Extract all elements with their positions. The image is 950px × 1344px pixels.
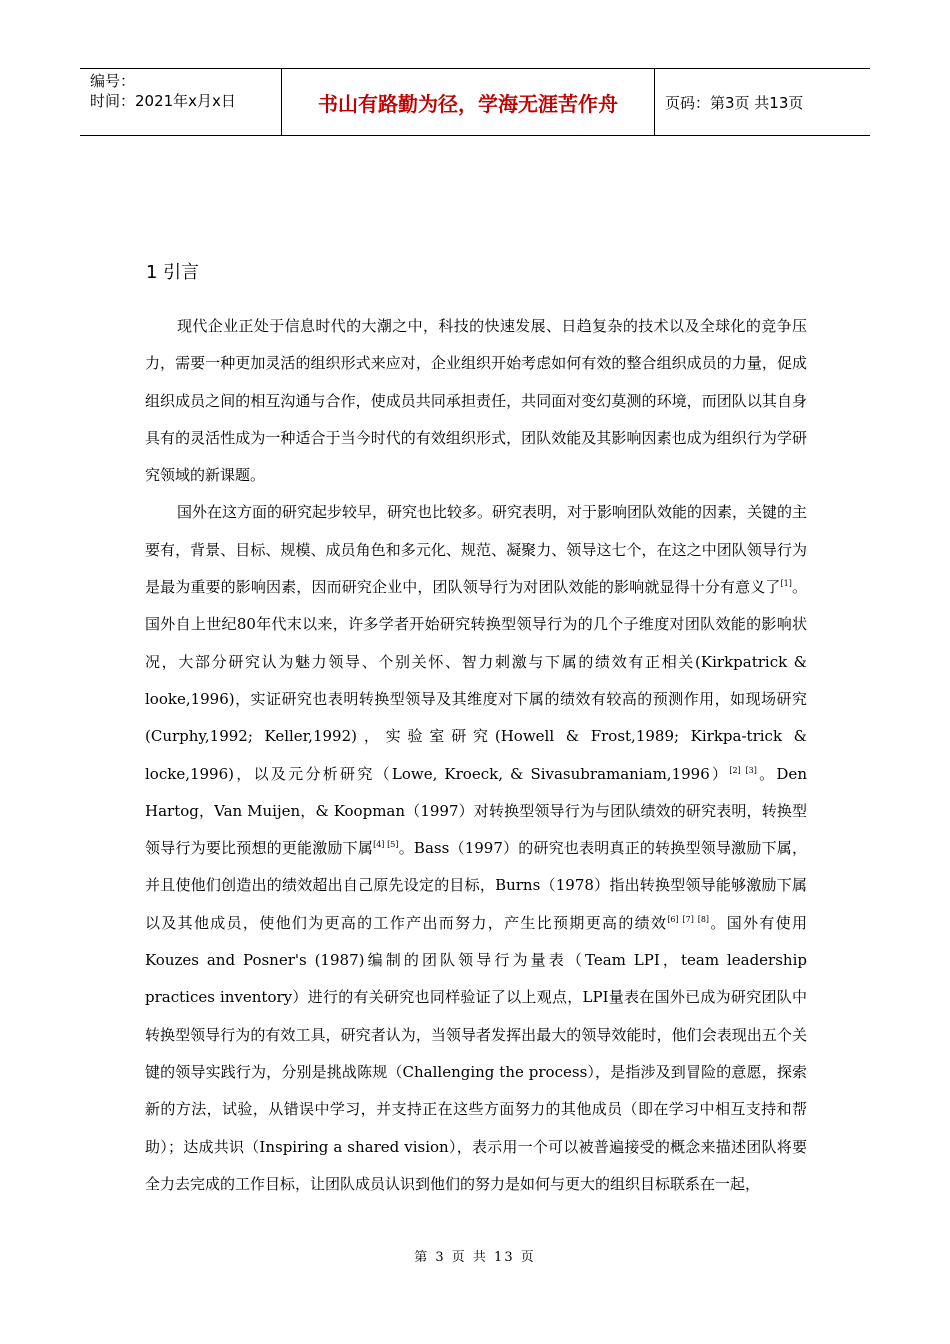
citation-ref-1: [1]	[780, 579, 792, 589]
citation-ref-6-8: [6] [7] [8]	[667, 914, 710, 924]
citation-ref-4-5: [4] [5]	[373, 840, 399, 850]
header-table	[80, 68, 870, 136]
motto-text: 书山有路勤为径，学海无涯苦作舟	[318, 91, 618, 116]
time-label: 时间：2021年x月x日	[90, 92, 236, 110]
paragraph-2-part-b: 。国外自上世纪80年代末以来，许多学者开始研究转换型领导行为的几个子维度对团队效能的影响状况，大部分研究认为魅力领导、个别关怀、智力刺激与下属的绩效有正相关(Kirkpatrick & looke,1996)，实证研究也表明转换型领导及其维度对下属的绩效有较高的预测作用，如现场研究(Curphy,1992; Keller,1992)，实验室研究(Howell & Frost,1989; Kirkpa-trick & locke,1996)，以及元分析研究（Lowe, Kroeck, & Sivasubramaniam,1996）	[145, 578, 807, 783]
paragraph-2-part-d: 。Bass（1997）的研究也表明真正的转换型领导激励下属，并且使他们创造出的绩效超出自己原先设定的目标，Burns（1978）指出转换型领导能够激励下属以及其他成员，使他们为更高的工作产出而努力，产生比预期更高的绩效	[145, 839, 807, 932]
header-page-cell	[655, 69, 870, 135]
page-footer: 第 3 页 共 13 页	[414, 1250, 536, 1265]
header-motto-cell	[282, 69, 655, 135]
body-text	[145, 308, 807, 1203]
header-meta-cell	[80, 69, 282, 135]
citation-ref-2-3: [2] [3]	[729, 765, 757, 775]
paragraph-2	[145, 494, 807, 1203]
page-info: 页码：第3页 共13页	[665, 93, 804, 112]
number-label: 编号：	[90, 72, 136, 90]
paragraph-2-part-a: 国外在这方面的研究起步较早，研究也比较多。研究表明，对于影响团队效能的因素，关键的主要有，背景、目标、规模、成员角色和多元化、规范、凝聚力、领导这七个，在这之中团队领导行为是最为重要的影响因素，因而研究企业中，团队领导行为对团队效能的影响就显得十分有意义了	[145, 503, 808, 597]
paragraph-2-part-c: 。Den Hartog，Van Muijen，& Koopman（1997）对转换型领导行为与团队绩效的研究表明，转换型领导行为要比预想的更能激励下属	[145, 764, 807, 858]
section-title: 1 引言	[146, 262, 200, 283]
paragraph-1: 现代企业正处于信息时代的大潮之中，科技的快速发展、日趋复杂的技术以及全球化的竞争压力，需要一种更加灵活的组织形式来应对，企业组织开始考虑如何有效的整合组织成员的力量，促成组织成员之间的相互沟通与合作，使成员共同承担责任，共同面对变幻莫测的环境，而团队以其自身具有的灵活性成为一种适合于当今时代的有效组织形式，团队效能及其影响因素也成为组织行为学研究领域的新课题。	[145, 317, 807, 485]
paragraph-2-part-e: 。国外有使用Kouzes and Posner's (1987)编制的团队领导行为量表（Team LPI，team leadership practices inventory）进行的有关研究也同样验证了以上观点，LPI量表在国外已成为研究团队中转换型领导行为的有效工具，研究者认为，当领导者发挥出最大的领导效能时，他们会表现出五个关键的领导实践行为，分别是挑战陈规（Challenging the process），是指涉及到冒险的意愿，探索新的方法，试验，从错误中学习，并支持正在这些方面努力的其他成员（即在学习中相互支持和帮助）；达成共识（Inspiring a shared vision），表示用一个可以被普遍接受的概念来描述团队将要全力去完成的工作目标，让团队成员认识到他们的努力是如何与更大的组织目标联系在一起，	[145, 913, 807, 1193]
